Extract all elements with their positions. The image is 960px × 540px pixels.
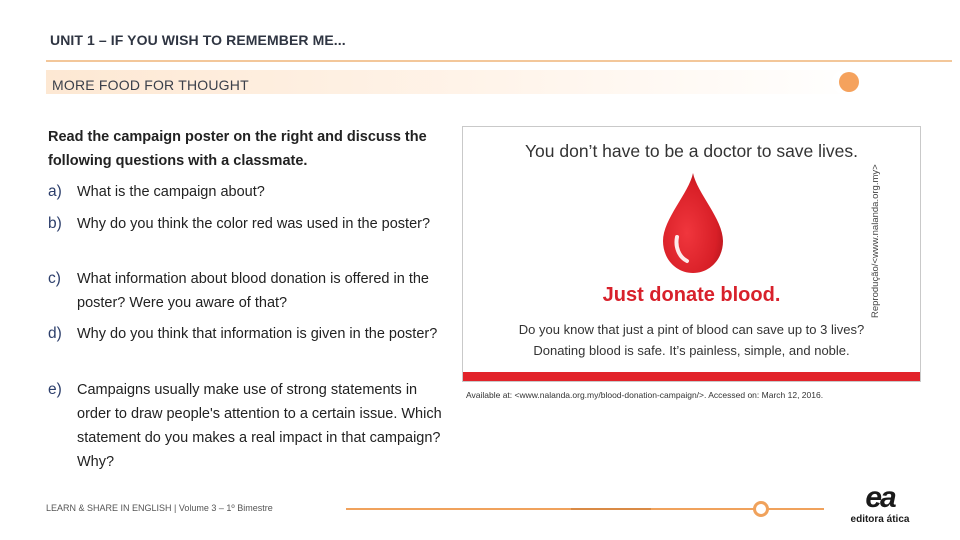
campaign-poster	[462, 126, 921, 382]
publisher-logo	[848, 482, 912, 526]
question-letter: b)	[48, 215, 62, 232]
title-rule	[46, 60, 952, 62]
intro-text: Read the campaign poster on the right and discuss the following questions with a classmate.	[48, 129, 427, 169]
question-letter: a)	[48, 183, 62, 200]
question-a	[48, 180, 448, 204]
question-letter: e)	[48, 381, 62, 398]
image-credit: Reprodução/<www.nalanda.org.my>	[870, 164, 881, 318]
section-circle-icon	[832, 68, 866, 96]
poster-headline: You don’t have to be a doctor to save lives.	[524, 141, 859, 161]
blood-drop-icon	[659, 171, 727, 275]
unit-title: UNIT 1 – IF YOU WISH TO REMEMBER ME...	[50, 32, 346, 48]
question-text: What is the campaign about?	[77, 184, 265, 200]
question-letter: c)	[48, 270, 61, 287]
poster-bottom-bar	[463, 372, 920, 381]
question-text: Campaigns usually make use of strong statements in order to draw people's attention to a certain issue. Which statement do you makes a real impact in that campaign? Why?	[77, 382, 442, 470]
question-text: Why do you think the color red was used in the poster?	[77, 216, 431, 232]
poster-line-1: Do you know that just a pint of blood can save up to 3 lives?	[518, 322, 865, 337]
footer-line-accent	[571, 508, 651, 510]
question-text: Why do you think that information is given in the poster?	[77, 326, 438, 342]
logo-mark: ea	[865, 481, 895, 514]
question-b	[48, 212, 448, 236]
poster-line-2: Donating blood is safe. It’s painless, simple, and noble.	[533, 343, 850, 358]
question-text: What information about blood donation is offered in the poster? Were you aware of that?	[77, 271, 429, 311]
logo-text: editora ática	[850, 514, 910, 525]
question-d	[48, 322, 448, 346]
question-c	[48, 267, 448, 315]
footer-circle-icon	[753, 501, 769, 517]
question-e	[48, 378, 448, 474]
section-title: MORE FOOD FOR THOUGHT	[52, 77, 249, 93]
footer-text: LEARN & SHARE IN ENGLISH | Volume 3 – 1º Bimestre	[46, 503, 273, 513]
question-letter: d)	[48, 325, 62, 342]
source-caption: Available at: <www.nalanda.org.my/blood-donation-campaign/>. Accessed on: March 12, 2016.	[466, 390, 824, 400]
poster-cta: Just donate blood.	[602, 284, 781, 306]
